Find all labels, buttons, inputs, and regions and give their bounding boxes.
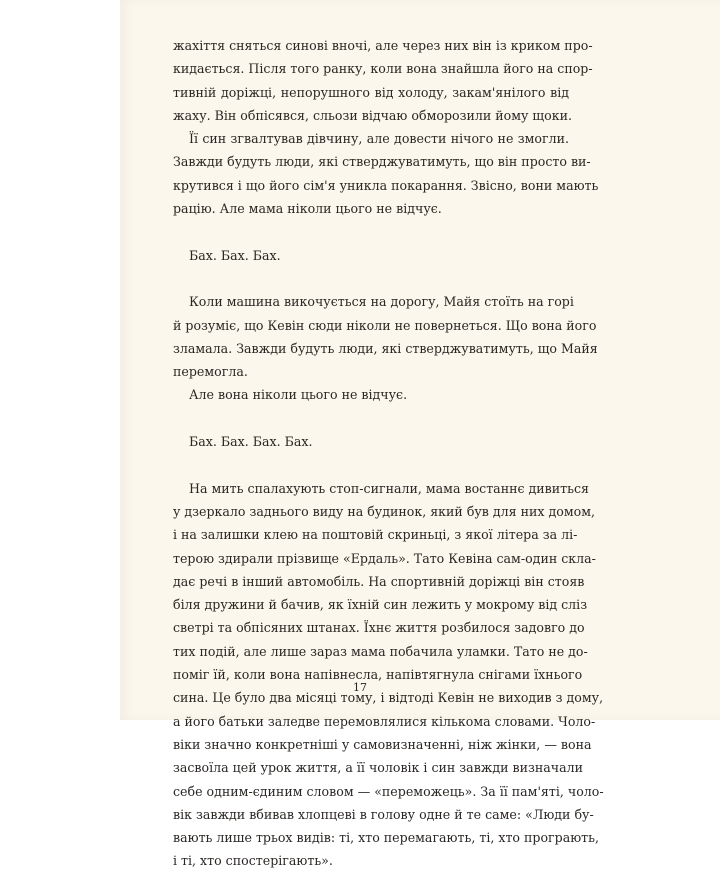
text-line: поміг їй, коли вона напівнесла, напівтягнула снігами їхнього — [173, 667, 583, 683]
text-line: вають лише трьох видів: ті, хто перемагають, ті, хто програють, — [173, 830, 599, 846]
text-line: засвоїла цей урок життя, а її чоловік і син завжди визначали — [173, 760, 583, 776]
text-line: жаху. Він обпісявся, сльози відчаю обморозили йому щоки. — [173, 107, 572, 123]
paragraph-gap — [173, 267, 569, 290]
text-line: жахіття сняться синові вночі, але через них він із криком про- — [173, 38, 593, 53]
text-line: і на залишки клею на поштовій скриньці, з якої літера за лі- — [173, 527, 578, 543]
page-text — [173, 34, 604, 873]
text-line: Завжди будуть люди, які стверджуватимуть, що він просто ви- — [173, 154, 591, 170]
text-line: віки значно конкретніші у самовизначенні, ніж жінки, — вона — [173, 736, 592, 752]
page-number: 17 — [353, 681, 367, 694]
text-line: дає речі в інший автомобіль. На спортивній доріжці він стояв — [173, 573, 585, 589]
paragraph-3 — [173, 244, 569, 267]
text-line: На мить спалахують стоп-сигнали, мама востаннє дивиться — [189, 480, 589, 496]
paragraph-2 — [173, 127, 599, 220]
text-line: біля дружини й бачив, як їхній син лежить у мокрому від сліз — [173, 597, 588, 613]
text-line: рацію. Але мама ніколи цього не відчує. — [173, 201, 442, 217]
text-line: Її син згвалтував дівчину, але довести нічого не змогли. — [189, 131, 569, 147]
paragraph-4 — [173, 290, 598, 383]
text-line: Бах. Бах. Бах. — [189, 247, 281, 263]
paragraph-7 — [173, 477, 604, 873]
text-line: сина. Це було два місяці тому, і відтоді Кевін не виходив з дому, — [173, 690, 604, 706]
paragraph-5 — [173, 383, 569, 406]
text-line: терою здирали прізвище «Ердаль». Тато Кевіна сам-один скла- — [173, 550, 596, 566]
text-line: крутився і що його сім'я уникла покарання. Звісно, вони мають — [173, 177, 599, 193]
text-line: й розуміє, що Кевін сюди ніколи не повернеться. Що вона його — [173, 317, 597, 333]
paragraph-gap — [173, 453, 569, 476]
text-line: Коли машина викочується на дорогу, Майя стоїть на горі — [189, 294, 574, 310]
paragraph-6 — [173, 430, 569, 453]
text-line: тивній доріжці, непорушного від холоду, закам'янілого від — [173, 84, 569, 100]
text-line: светрі та обпісяних штанах. Їхнє життя розбилося задовго до — [173, 620, 585, 636]
text-line: і ті, хто спостерігають». — [173, 853, 333, 869]
text-line: кидається. Після того ранку, коли вона знайшла його на спор- — [173, 61, 593, 77]
text-line: перемогла. — [173, 364, 248, 380]
text-line: тих подій, але лише зараз мама побачила уламки. Тато не до- — [173, 643, 588, 659]
text-line: вік завжди вбивав хлопцеві в голову одне й те саме: «Люди бу- — [173, 806, 594, 822]
text-line: у дзеркало заднього виду на будинок, який був для них домом, — [173, 503, 596, 519]
text-line: а його батьки заледве перемовлялися кількома словами. Чоло- — [173, 713, 596, 729]
text-line: зламала. Завжди будуть люди, які стверджуватимуть, що Майя — [173, 340, 598, 356]
paragraph-gap — [173, 407, 569, 430]
text-line: Бах. Бах. Бах. Бах. — [189, 434, 313, 450]
paragraph-gap — [173, 220, 569, 243]
text-line: Але вона ніколи цього не відчує. — [189, 387, 408, 403]
text-line: себе одним-єдиним словом — «переможець». За її пам'яті, чоло- — [173, 783, 604, 799]
paragraph-1 — [173, 34, 593, 127]
